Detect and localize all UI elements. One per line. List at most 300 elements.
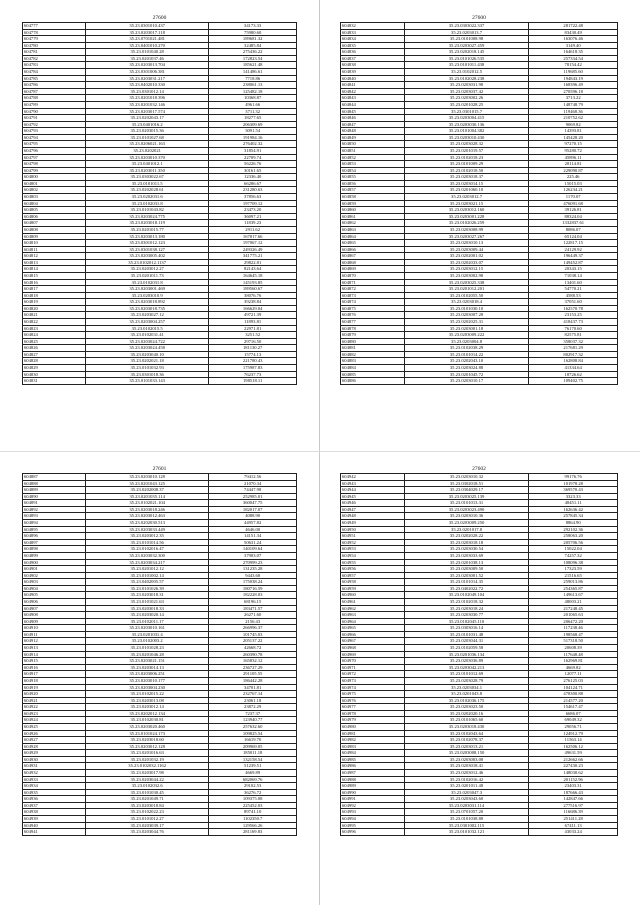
- amount-cell: 45896.11: [529, 154, 618, 161]
- table-row: [23, 23, 297, 30]
- amount-cell: 175987.83: [209, 365, 297, 372]
- code-cell: 35.23.0203008.99: [404, 226, 529, 233]
- amount-cell: 360047.75: [209, 500, 297, 507]
- row-id-cell: 604930: [23, 756, 86, 763]
- row-id-cell: 604966: [341, 631, 405, 638]
- code-cell: 35.23.0203027.459: [404, 42, 529, 49]
- row-id-cell: 604964: [341, 618, 405, 625]
- row-id-cell: 604901: [23, 566, 86, 573]
- table-row: [341, 147, 618, 154]
- code-cell: 35.23.0201036.134: [404, 651, 529, 658]
- table-row: [341, 62, 618, 69]
- code-cell: 35.23.0303022.337: [404, 23, 529, 30]
- amount-cell: 123940.77: [209, 717, 297, 724]
- row-id-cell: 604921: [23, 697, 86, 704]
- table-row: [341, 513, 618, 520]
- amount-cell: 42668.72: [209, 645, 297, 652]
- table-row: [341, 783, 618, 790]
- row-id-cell: 604884: [341, 365, 405, 372]
- amount-cell: 124912.79: [529, 730, 618, 737]
- code-cell: 35.23.0303022.67: [86, 174, 209, 181]
- code-cell: 35.23.0203013.704: [86, 62, 209, 69]
- code-cell: 35.23.0303016.14: [404, 625, 529, 632]
- table-row: [23, 737, 297, 744]
- table-row: [23, 763, 297, 770]
- table-row: [23, 174, 297, 181]
- amount-cell: 8086.07: [529, 226, 618, 233]
- code-cell: 35.23.0203009.50: [404, 566, 529, 573]
- row-id-cell: 604924: [23, 717, 86, 724]
- table-row: [341, 796, 618, 803]
- amount-cell: 48451.11: [529, 500, 618, 507]
- code-cell: 35.23.0201012.201: [404, 286, 529, 293]
- amount-cell: 117238.46: [529, 625, 618, 632]
- amount-cell: 191984.16: [209, 134, 297, 141]
- row-id-cell: 604798: [23, 161, 86, 168]
- table-row: [23, 279, 297, 286]
- row-id-cell: 604971: [341, 664, 405, 671]
- amount-cell: 3323.33: [529, 493, 618, 500]
- code-cell: 35.23.0203031.217: [86, 75, 209, 82]
- amount-cell: 79412.56: [209, 474, 297, 481]
- table-row: [23, 677, 297, 684]
- code-cell: 35.23.0301002.115: [404, 822, 529, 829]
- row-id-cell: 604886: [341, 378, 405, 385]
- code-cell: 35.23.0203024.722: [86, 338, 209, 345]
- code-cell: 35.23.0203043.60: [404, 796, 529, 803]
- row-id-cell: 604951: [341, 533, 405, 540]
- row-id-cell: 604923: [23, 710, 86, 717]
- amount-cell: 257845.34: [529, 513, 618, 520]
- row-id-cell: 604925: [23, 723, 86, 730]
- code-cell: 35.23.0101002.14: [86, 572, 209, 579]
- amount-cell: 162808.84: [529, 358, 618, 365]
- row-id-cell: 604993: [341, 809, 405, 816]
- code-cell: 35.23.0202018.145: [404, 49, 529, 56]
- amount-cell: 29716.50: [209, 338, 297, 345]
- amount-cell: 76237.73: [209, 371, 297, 378]
- amount-cell: 29102.53: [209, 783, 297, 790]
- code-cell: 35.23.0203018.37: [404, 174, 529, 181]
- row-id-cell: 604861: [341, 213, 405, 220]
- panel-title: 27600: [152, 15, 167, 21]
- code-cell: 35.23.0102018.32: [404, 598, 529, 605]
- amount-cell: 802917.32: [529, 351, 618, 358]
- code-cell: 35.23.0301012.123: [86, 240, 209, 247]
- row-id-cell: 604804: [23, 200, 86, 207]
- amount-cell: 214577.20: [529, 697, 618, 704]
- table-row: [341, 723, 618, 730]
- amount-cell: 142847.66: [529, 796, 618, 803]
- row-id-cell: 604818: [23, 292, 86, 299]
- row-id-cell: 604981: [341, 730, 405, 737]
- amount-cell: 89741.10: [209, 809, 297, 816]
- table-row: [23, 207, 297, 214]
- row-id-cell: 604963: [341, 612, 405, 619]
- code-cell: 35.23.0203013.180: [86, 233, 209, 240]
- code-cell: 35.23.0203018.119: [86, 220, 209, 227]
- code-cell: 35.23.0203030.136: [404, 121, 529, 128]
- amount-cell: 205706.56: [529, 539, 618, 546]
- code-cell: 35.23.0301018.36: [86, 371, 209, 378]
- code-cell: 35.23.0102016.47: [86, 546, 209, 553]
- table-row: [23, 325, 297, 332]
- amount-cell: 140109.64: [209, 546, 297, 553]
- amount-cell: 20343.15: [529, 266, 618, 273]
- row-id-cell: 604815: [23, 272, 86, 279]
- amount-cell: 39238.84: [209, 299, 297, 306]
- panel-bottom-right: [340, 465, 618, 836]
- amount-cell: 1170.07: [529, 194, 618, 201]
- table-row: [23, 723, 297, 730]
- code-cell: 35.23.0203023.490: [404, 506, 529, 513]
- table-row: [23, 520, 297, 527]
- amount-cell: 109402.75: [529, 378, 618, 385]
- amount-cell: 164645.18: [209, 272, 297, 279]
- row-id-cell: 604848: [341, 128, 405, 135]
- code-cell: 35.23.0203023.50: [404, 704, 529, 711]
- amount-cell: 129566.26: [209, 822, 297, 829]
- amount-cell: 212662.66: [529, 756, 618, 763]
- code-cell: 35.23.0102045.110: [404, 618, 529, 625]
- code-cell: 35.23.0202031.6: [86, 194, 209, 201]
- code-cell: 35.23.0203008.150: [404, 750, 529, 757]
- row-id-cell: 604842: [341, 88, 405, 95]
- row-id-cell: 604974: [341, 684, 405, 691]
- table-row: [23, 88, 297, 95]
- code-cell: 35.23.0102015.22: [86, 691, 209, 698]
- table-row: [23, 592, 297, 599]
- row-id-cell: 604795: [23, 141, 86, 148]
- table-row: [341, 658, 618, 665]
- row-id-cell: 604957: [341, 572, 405, 579]
- table-row: [23, 579, 297, 586]
- table-row: [23, 332, 297, 339]
- code-cell: 35.23.0201038.13: [404, 559, 529, 566]
- amount-cell: 34701.81: [209, 684, 297, 691]
- row-id-cell: 604799: [23, 167, 86, 174]
- table-row: [23, 546, 297, 553]
- amount-cell: 206472.20: [529, 618, 618, 625]
- code-cell: 35.23.0202028.22: [404, 533, 529, 540]
- amount-cell: 225.46: [529, 174, 618, 181]
- row-id-cell: 604874: [341, 299, 405, 306]
- amount-cell: 30161.65: [209, 167, 297, 174]
- data-table: [340, 473, 618, 836]
- row-id-cell: 604817: [23, 286, 86, 293]
- code-cell: 35.23.0203015.36: [86, 128, 209, 135]
- code-cell: 35.23.0201043.125: [86, 480, 209, 487]
- amount-cell: 186442.28: [209, 677, 297, 684]
- amount-cell: 101745.03: [209, 631, 297, 638]
- table-row: [23, 108, 297, 115]
- amount-cell: 281169.83: [209, 829, 297, 836]
- panel-bottom-left: [22, 465, 297, 836]
- table-row: [23, 292, 297, 299]
- row-id-cell: 604806: [23, 213, 86, 220]
- row-id-cell: 604891: [23, 500, 86, 507]
- row-id-cell: 604937: [23, 802, 86, 809]
- code-cell: 35.23.0203044.31: [404, 638, 529, 645]
- code-cell: 35.23.0203018.84: [86, 802, 209, 809]
- row-id-cell: 604958: [341, 579, 405, 586]
- table-row: [341, 822, 618, 829]
- code-cell: 35.23.0201017.8: [404, 526, 529, 533]
- data-table: [22, 473, 297, 836]
- amount-cell: 49631.59: [529, 750, 618, 757]
- table-row: [341, 585, 618, 592]
- row-id-cell: 604839: [341, 69, 405, 76]
- table-row: [341, 332, 618, 339]
- amount-cell: 17323.59: [529, 566, 618, 573]
- code-cell: 35.23.0203018.41: [404, 763, 529, 770]
- table-row: [341, 664, 618, 671]
- amount-cell: 148748.79: [529, 101, 618, 108]
- amount-cell: 67411.13: [529, 822, 618, 829]
- amount-cell: 257334.54: [529, 55, 618, 62]
- code-cell: 35.23.0203002.26: [404, 95, 529, 102]
- row-id-cell: 604967: [341, 638, 405, 645]
- row-id-cell: 604987: [341, 770, 405, 777]
- code-cell: 35.23.0203010.128: [86, 474, 209, 481]
- table-row: [341, 128, 618, 135]
- table-row: [23, 167, 297, 174]
- row-id-cell: 604833: [341, 29, 405, 36]
- table-row: [23, 180, 297, 187]
- table-row: [23, 691, 297, 698]
- amount-cell: 3711.32: [209, 108, 297, 115]
- row-id-cell: 604857: [341, 187, 405, 194]
- amount-cell: 4961.66: [209, 101, 297, 108]
- table-row: [23, 710, 297, 717]
- amount-cell: 41334.64: [529, 365, 618, 372]
- row-id-cell: 604854: [341, 167, 405, 174]
- code-cell: 35.23.0203011.350: [86, 167, 209, 174]
- table-row: [341, 69, 618, 76]
- row-id-cell: 604777: [23, 23, 86, 30]
- row-id-cell: 604904: [23, 585, 86, 592]
- code-cell: 35.23.0203030.77: [404, 612, 529, 619]
- amount-cell: 13401.60: [529, 279, 618, 286]
- table-row: [23, 533, 297, 540]
- amount-cell: 2911.62: [209, 226, 297, 233]
- code-cell: 35.23.0203024.775: [86, 213, 209, 220]
- code-cell: 35.23.0203007.28: [404, 312, 529, 319]
- amount-cell: 277516.97: [529, 802, 618, 809]
- code-cell: 35.23.0203010.36: [404, 513, 529, 520]
- row-id-cell: 604783: [23, 62, 86, 69]
- table-row: [23, 474, 297, 481]
- code-cell: 35.23.0203018.31: [86, 592, 209, 599]
- code-cell: 35.23.0102018.50: [404, 167, 529, 174]
- code-cell: 35.23.0101038.88: [404, 816, 529, 823]
- amount-cell: 259013.86: [529, 579, 618, 586]
- row-id-cell: 604870: [341, 272, 405, 279]
- table-row: [341, 259, 618, 266]
- code-cell: 35.23.0203009.250: [404, 520, 529, 527]
- amount-cell: 65124.04: [529, 233, 618, 240]
- row-id-cell: 604847: [341, 121, 405, 128]
- amount-cell: 275436.22: [209, 49, 297, 56]
- table-row: [23, 664, 297, 671]
- row-id-cell: 604838: [341, 62, 405, 69]
- table-row: [341, 816, 618, 823]
- row-id-cell: 604853: [341, 161, 405, 168]
- table-row: [23, 559, 297, 566]
- row-id-cell: 604830: [23, 371, 86, 378]
- row-id-cell: 604928: [23, 743, 86, 750]
- panel-top-left: [22, 14, 297, 385]
- row-id-cell: 604862: [341, 220, 405, 227]
- row-id-cell: 604897: [23, 539, 86, 546]
- row-id-cell: 604920: [23, 691, 86, 698]
- code-cell: 35.23.0203010.177: [86, 677, 209, 684]
- table-row: [341, 75, 618, 82]
- code-cell: 35.23.0203018.4: [404, 299, 529, 306]
- amount-cell: 108096.38: [529, 559, 618, 566]
- amount-cell: 15022.04: [529, 546, 618, 553]
- amount-cell: 6686.07: [529, 710, 618, 717]
- code-cell: 35.23.0203021.15: [404, 200, 529, 207]
- table-row: [341, 240, 618, 247]
- code-cell: 35.23.0203030.54: [404, 546, 529, 553]
- code-cell: 35.23.0203018.735: [86, 305, 209, 312]
- table-row: [23, 612, 297, 619]
- code-cell: 35.23.0203034.1: [404, 684, 529, 691]
- code-cell: 35.23.0402022.72: [404, 585, 529, 592]
- table-row: [23, 493, 297, 500]
- code-cell: 35.23.0401012.1: [86, 161, 209, 168]
- code-cell: 35.23.0101026.535: [404, 55, 529, 62]
- code-cell: 35.23.0102031.8: [86, 200, 209, 207]
- amount-cell: 206309.69: [209, 121, 297, 128]
- code-cell: 35.23.0203012.7: [404, 194, 529, 201]
- amount-cell: 185621.48: [209, 62, 297, 69]
- code-cell: 35.23.0203010.32: [404, 474, 529, 481]
- table-row: [23, 240, 297, 247]
- row-id-cell: 604785: [23, 75, 86, 82]
- amount-cell: 69049.32: [529, 717, 618, 724]
- code-cell: 35.23.0203012.27: [86, 266, 209, 273]
- code-cell: 35.23.0203010.161: [86, 625, 209, 632]
- row-id-cell: 604939: [23, 816, 86, 823]
- amount-cell: 83430.49: [529, 29, 618, 36]
- amount-cell: 3091.54: [209, 128, 297, 135]
- row-id-cell: 604849: [341, 134, 405, 141]
- table-row: [23, 161, 297, 168]
- table-row: [341, 704, 618, 711]
- table-row: [23, 351, 297, 358]
- amount-cell: 249326.49: [209, 246, 297, 253]
- table-row: [341, 167, 618, 174]
- row-id-cell: 604991: [341, 796, 405, 803]
- row-id-cell: 604827: [23, 351, 86, 358]
- table-row: [23, 358, 297, 365]
- amount-cell: 260390.78: [209, 651, 297, 658]
- row-id-cell: 604875: [341, 305, 405, 312]
- amount-cell: 181130.27: [209, 345, 297, 352]
- table-row: [23, 272, 297, 279]
- amount-cell: 517318.50: [529, 638, 618, 645]
- table-row: [341, 200, 618, 207]
- table-row: [23, 645, 297, 652]
- amount-cell: 51239.51: [209, 763, 297, 770]
- code-cell: 35.23.0301015.7: [404, 108, 529, 115]
- code-cell: 35.23.0101024.173: [86, 730, 209, 737]
- row-id-cell: 604927: [23, 737, 86, 744]
- row-id-cell: 604882: [341, 351, 405, 358]
- row-id-cell: 604859: [341, 200, 405, 207]
- row-id-cell: 604947: [341, 506, 405, 513]
- row-id-cell: 604819: [23, 299, 86, 306]
- code-cell: 35.23.0203018.33: [86, 605, 209, 612]
- table-row: [23, 194, 297, 201]
- code-cell: 35.23.0102038.29: [404, 345, 529, 352]
- amount-cell: 7237.37: [209, 710, 297, 717]
- table-row: [23, 789, 297, 796]
- amount-cell: 28114.81: [529, 161, 618, 168]
- code-cell: 35.23.0101014.22: [404, 351, 529, 358]
- table-row: [23, 319, 297, 326]
- table-row: [341, 612, 618, 619]
- code-cell: 35.23.0102078.37: [404, 737, 529, 744]
- amount-cell: 95280.72: [529, 147, 618, 154]
- code-cell: 35.23.0203025.338: [404, 279, 529, 286]
- amount-cell: 4088.90: [209, 513, 297, 520]
- amount-cell: 292102.36: [529, 526, 618, 533]
- row-id-cell: 604877: [341, 319, 405, 326]
- table-row: [341, 756, 618, 763]
- table-row: [341, 651, 618, 658]
- row-id-cell: 604887: [23, 474, 86, 481]
- table-row: [23, 480, 297, 487]
- table-row: [23, 651, 297, 658]
- row-id-cell: 604988: [341, 776, 405, 783]
- amount-cell: 109375.08: [209, 796, 297, 803]
- amount-cell: 12336.40: [209, 174, 297, 181]
- row-id-cell: 604803: [23, 194, 86, 201]
- code-cell: 35.23.0304029.17: [404, 487, 529, 494]
- code-cell: 35.23.0203024.458: [86, 345, 209, 352]
- code-cell: 35.23.0102028.238: [404, 75, 529, 82]
- code-cell: 35.23.0101014.35: [404, 579, 529, 586]
- row-id-cell: 604808: [23, 226, 86, 233]
- amount-cell: 258063.20: [529, 533, 618, 540]
- code-cell: 35.23.0203012.160: [404, 207, 529, 214]
- code-cell: 35.23.0101030.10: [404, 305, 529, 312]
- amount-cell: 68196.15: [209, 598, 297, 605]
- code-cell: 35.23.0101027.68: [86, 134, 209, 141]
- row-id-cell: 604946: [341, 500, 405, 507]
- row-id-cell: 604846: [341, 115, 405, 122]
- amount-cell: 11839.23: [209, 220, 297, 227]
- row-id-cell: 604807: [23, 220, 86, 227]
- row-id-cell: 604816: [23, 279, 86, 286]
- code-cell: 35.23.0301006.381: [86, 69, 209, 76]
- amount-cell: 97270.15: [529, 141, 618, 148]
- amount-cell: 21516.65: [529, 572, 618, 579]
- row-id-cell: 604960: [341, 592, 405, 599]
- row-id-cell: 604909: [23, 618, 86, 625]
- table-row: [23, 743, 297, 750]
- row-id-cell: 604907: [23, 605, 86, 612]
- code-cell: 35.23.0202021.18: [86, 358, 209, 365]
- row-id-cell: 604922: [23, 704, 86, 711]
- row-id-cell: 604938: [23, 809, 86, 816]
- table-row: [341, 101, 618, 108]
- amount-cell: 252985.01: [209, 493, 297, 500]
- code-cell: 35.23.0301038.127: [86, 246, 209, 253]
